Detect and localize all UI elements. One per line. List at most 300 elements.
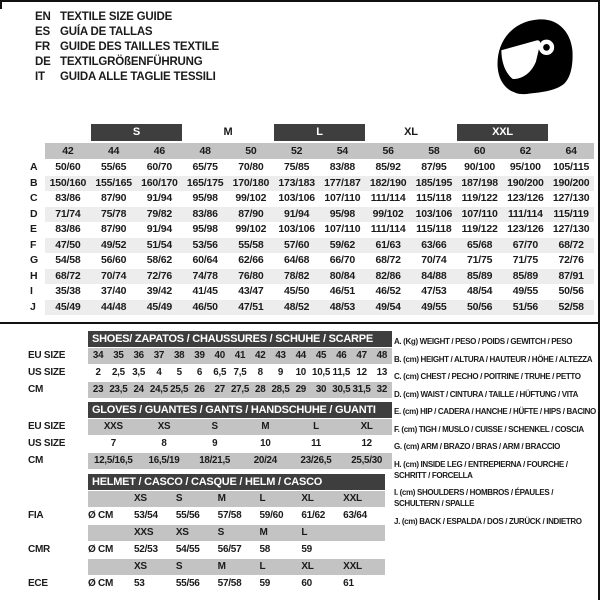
measurement-cell: 63/66 [411,238,457,254]
measurement-cell: 56/60 [100,254,127,266]
table-row [28,419,392,435]
value-cell: 7 [110,438,116,449]
textile-size-table [28,124,594,315]
legend-item: F. (cm) TIGH / MUSLO / CUISSE / SCHENKEL / COSCIA [394,424,584,434]
value-cell: 37 [149,348,169,364]
measurement-cell: 70/74 [421,254,447,266]
value-cell: 41 [230,348,250,364]
size-column-header: 52 [274,143,320,159]
measurement-cell: 123/126 [507,192,544,204]
measurement-cell: 127/130 [552,192,590,204]
size-band-xl: XL [404,126,418,138]
measurement-cell: 47/51 [228,300,274,316]
size-column-header: 54 [320,143,366,159]
measurement-cell: 75/78 [91,207,137,223]
row-label: C [28,191,45,207]
value-cell: 11 [311,438,321,449]
measurement-row [28,160,594,176]
value-cell: 52/53 [134,544,158,555]
helmet-value-row [28,508,385,524]
measurement-cell: 83/86 [182,207,228,223]
value-cell: 56/57 [217,544,242,555]
value-cell: 16,5/19 [139,453,190,469]
measurement-cell: 65/68 [457,238,503,254]
measurement-cell: 85/89 [503,269,549,285]
value-cell [343,542,385,558]
value-cell: 57/58 [217,510,242,521]
measurement-cell: 127/130 [552,223,590,235]
size-label-cell [343,525,385,541]
measurement-cell: 177/187 [320,176,366,192]
measurement-cell: 111/114 [370,223,406,235]
value-cell: 7,5 [233,367,247,378]
value-cell: 47 [351,348,371,364]
measurement-cell: 90/100 [464,161,496,173]
measurement-cell: 72/76 [558,254,584,266]
row-label: US SIZE [28,438,66,449]
measurement-cell: 95/98 [192,223,218,235]
measurement-row [28,269,594,285]
value-cell: 30,5 [331,382,351,398]
language-row [35,70,219,85]
measurement-cell: 44/48 [91,300,137,316]
value-cell: 61 [343,578,354,589]
measurement-cell: 79/82 [137,207,183,223]
measurement-cell: 48/52 [274,300,320,316]
measurement-cell: 119/122 [461,223,498,235]
legend-item: J. (cm) BACK / ESPALDA / DOS / ZURÜCK / INDIETRO [394,516,582,526]
value-cell: 10,5 [312,367,331,378]
measurement-cell: 50/60 [55,161,81,173]
value-cell: 26 [189,382,209,398]
measurement-cell: 82/86 [365,269,411,285]
value-cell: 63/64 [343,510,367,521]
measurement-cell: 61/63 [365,238,411,254]
measurement-cell: 49/54 [365,300,411,316]
helmet-value-row [28,542,385,558]
value-cell: 3,5 [132,367,146,378]
value-cell: 29 [291,382,311,398]
measurement-cell: 91/94 [146,223,173,235]
measurement-cell: 87/91 [548,269,594,285]
value-cell: 25,5/30 [341,453,392,469]
measurement-cell: 41/45 [192,285,218,297]
measurement-cell: 170/180 [228,176,274,192]
size-label-cell: L [301,525,343,541]
measurement-cell: 60/70 [146,161,173,173]
measurement-cell: 165/175 [182,176,228,192]
row-label: I [28,284,45,300]
table-row [28,348,392,364]
measurement-cell: 67/70 [503,238,549,254]
value-cell: 9 [277,367,284,378]
measurement-cell: 70/80 [238,161,264,173]
value-cell: 20/24 [240,453,291,469]
measurement-cell: 107/110 [324,192,361,204]
row-label: F [28,238,45,254]
value-cell: 9 [212,438,218,449]
measurement-cell: 58/62 [146,254,173,266]
measurement-cell: 55/65 [100,161,127,173]
measurement-row [28,284,594,300]
measurement-cell: 107/110 [324,223,361,235]
row-label [28,474,88,490]
value-cell: 23,5 [108,382,128,398]
measurement-cell: 107/110 [457,207,503,223]
size-band-l: L [274,124,366,141]
value-cell: 36 [129,348,149,364]
value-cell: 27 [210,382,230,398]
value-cell: 10 [295,367,306,378]
size-label-cell: XS [134,491,176,507]
measurement-cell: 83/86 [55,223,81,235]
measurement-cell: 35/38 [55,285,81,297]
value-cell: 23/26,5 [291,453,342,469]
value-cell: XXS [88,419,139,435]
measurement-cell: 54/58 [55,254,81,266]
legend-item: G. (cm) ARM / BRAZO / BRAS / ARM / BRACCIO [394,442,561,451]
value-cell: 2,5 [111,367,125,378]
measurement-cell: 99/102 [365,207,411,223]
value-cell: 55/56 [175,578,200,589]
value-cell: 13 [376,367,388,378]
measurement-cell: 39/42 [146,285,173,297]
value-cell: 12,5/16,5 [88,453,139,469]
value-cell: 5 [176,367,182,378]
value-cell: 8 [161,438,167,449]
measurement-cell: 57/60 [274,238,320,254]
value-cell: 23 [88,382,108,398]
measurement-cell: 68/72 [45,269,91,285]
shoes-table-title: SHOES/ ZAPATOS / CHAUSSURES / SCHUHE / SCARPE [88,331,392,347]
measurement-cell: 103/106 [278,223,315,235]
legend-item: D. (cm) WAIST / CINTURA / TAILLE / HÜFTUNG / VITA [394,389,579,399]
measurement-cell: 95/98 [192,192,218,204]
unit-label: Ø CM [88,510,114,521]
size-header-row [28,143,594,159]
value-cell: 24 [129,382,149,398]
measurement-cell: 99/102 [235,223,267,235]
measurement-cell: 103/106 [278,192,315,204]
row-label: H [28,269,45,285]
helmet-table-title: HELMET / CASCO / CASQUE / HELM / CASCO [88,474,385,490]
measurement-cell: 37/40 [100,285,127,297]
measurement-cell: 111/114 [503,207,549,223]
value-cell: 60 [301,578,312,589]
guide-title: TEXTILGRÖßENFÜHRUNG [60,56,203,68]
legend-item: A. (Kg) WEIGHT / PESO / POIDS / GEWITCH / PESO [394,337,573,346]
table-row [28,453,392,469]
size-label-cell: XL [301,491,343,507]
helmet-value-row [28,576,385,592]
table-row [28,365,392,381]
measurement-cell: 65/75 [192,161,218,173]
guide-title: GUIDE DES TAILLES TEXTILE [60,41,219,53]
measurement-cell: 71/75 [466,254,493,266]
measurement-cell: 99/102 [235,192,267,204]
measurement-cell: 46/51 [329,285,356,297]
measurement-cell: 48/54 [466,285,493,297]
value-cell: 40 [210,348,230,364]
row-label [28,559,88,575]
unit-label: Ø CM [88,544,114,555]
value-cell: 10 [260,438,271,449]
measurement-cell: 115/118 [416,192,452,204]
measurement-cell: 83/88 [329,161,356,173]
measurement-cell: 64/68 [283,254,310,266]
value-cell: 44 [291,348,311,364]
row-label: CM [28,455,44,466]
value-cell: 2 [95,367,101,378]
helmet-size-row [28,525,385,541]
measurement-cell: 95/100 [509,161,541,173]
measurement-cell: 91/94 [274,207,320,223]
row-label: G [28,253,45,269]
language-row [35,40,219,55]
table-header-row [28,331,392,347]
value-cell: S [189,419,240,435]
size-column-header: 48 [182,143,228,159]
size-label-cell: S [218,525,260,541]
value-cell: 48 [372,348,392,364]
value-cell: 61/62 [301,510,326,521]
size-label-cell: L [259,559,301,575]
measurement-cell: 111/114 [370,192,406,204]
row-label: A [28,160,45,176]
measurement-cell: 119/122 [461,192,498,204]
measurement-row [28,253,594,269]
language-row [35,25,219,40]
size-column-header: 58 [411,143,457,159]
language-code: ES [35,26,50,38]
measurement-cell: 83/86 [55,192,81,204]
measurement-cell: 47/50 [45,238,91,254]
language-code: EN [35,11,51,23]
measurement-row [28,238,594,254]
value-cell: XL [341,419,392,435]
unit-spacer [88,525,134,541]
value-cell: 24,5 [149,382,169,398]
measurement-cell: 66/70 [329,254,356,266]
band-spacer [45,124,91,141]
measurement-cell: 47/53 [421,285,447,297]
measurement-cell: 49/55 [512,285,539,297]
value-cell: 42 [250,348,270,364]
value-cell: 27,5 [230,382,250,398]
size-band-m: M [223,126,233,138]
row-label [28,491,88,507]
row-label [28,331,88,347]
measurement-cell: 45/50 [283,285,310,297]
measurement-row [28,207,594,223]
measurement-cell: 187/198 [457,176,503,192]
size-label-cell: XL [301,559,343,575]
table-row [28,382,392,398]
size-column-header: 42 [45,143,91,159]
helmet-icon [486,6,582,106]
value-cell: 58 [259,544,271,555]
measurement-cell: 49/52 [91,238,137,254]
value-cell: 55/56 [175,510,200,521]
value-cell: L [291,419,342,435]
helmet-size-row [28,491,385,507]
measurement-cell: 43/47 [238,285,264,297]
guide-title: GUIDA ALLE TAGLIE TESSILI [60,71,216,83]
size-column-header: 44 [91,143,137,159]
measurement-cell: 49/55 [411,300,457,316]
value-cell: 12 [361,438,372,449]
measurement-cell: 60/64 [192,254,218,266]
measurement-cell: 185/195 [411,176,457,192]
measurement-cell: 68/72 [548,238,594,254]
size-column-header: 46 [137,143,183,159]
measurement-cell: 71/75 [512,254,539,266]
row-label: EU SIZE [28,421,66,432]
measurement-cell: 87/95 [421,161,447,173]
size-column-header: 62 [503,143,549,159]
measurement-cell: 91/94 [146,192,173,204]
value-cell: 6 [196,367,203,378]
row-label [28,402,88,418]
language-code: IT [35,71,45,83]
row-label [28,143,45,159]
size-label-cell: M [259,525,301,541]
value-cell: 4 [156,367,162,378]
measurement-cell: 46/50 [182,300,228,316]
language-row [35,55,219,70]
gloves-size-table [28,402,392,470]
value-cell: 25,5 [169,382,189,398]
table-header-row [28,402,392,418]
measurement-cell: 52/58 [548,300,594,316]
measurement-cell: 70/74 [91,269,137,285]
measurement-cell: 182/190 [365,176,411,192]
value-cell: XS [139,419,190,435]
language-row [35,10,219,25]
measurement-cell: 190/200 [503,176,549,192]
row-label: CM [28,384,44,395]
size-column-header: 56 [365,143,411,159]
measurement-cell: 85/89 [457,269,503,285]
measurement-cell: 105/115 [553,161,590,173]
band-spacer [28,124,45,141]
value-cell: 39 [189,348,209,364]
measurement-cell: 68/72 [375,254,401,266]
measurement-cell: 72/76 [137,269,183,285]
measurement-cell: 87/90 [100,192,127,204]
measurement-cell: 51/54 [137,238,183,254]
legend-item: C. (cm) CHEST / PECHO / POITRINE / TRUHE / PETTO [394,372,581,381]
measurement-cell: 84/88 [411,269,457,285]
measurement-cell: 155/165 [91,176,137,192]
value-cell: 30 [311,382,331,398]
value-cell: 54/55 [175,544,200,555]
value-cell: 59/60 [259,510,284,521]
measurement-cell: 74/78 [182,269,228,285]
table-row [28,436,392,452]
legend-item: B. (cm) HEIGHT / ALTURA / HAUTEUR / HÖHE / ALTEZZA [394,354,593,364]
size-band-s: S [91,124,183,141]
row-label: EU SIZE [28,350,66,361]
gloves-table-title: GLOVES / GUANTES / GANTS / HANDSCHUHE / GUANTI [88,402,392,418]
measurement-cell: 160/170 [137,176,183,192]
section-divider [0,322,600,324]
size-label-cell: XS [176,525,218,541]
row-label: B [28,176,45,192]
size-label-cell: XXL [343,491,385,507]
measurement-cell: 45/49 [45,300,91,316]
standard-label: FIA [28,510,44,521]
helmet-size-table [28,474,385,593]
row-label: D [28,207,45,223]
value-cell: 28 [250,382,270,398]
size-column-header: 50 [228,143,274,159]
size-label-cell: XS [134,559,176,575]
size-column-header: 60 [457,143,503,159]
value-cell: 43 [270,348,290,364]
measurement-cell: 150/160 [45,176,91,192]
measurement-cell: 87/90 [100,223,127,235]
value-cell: 53 [134,578,145,589]
measurement-cell: 55/58 [228,238,274,254]
value-cell: 6,5 [213,367,227,378]
helmet-size-row [28,559,385,575]
value-cell: 46 [331,348,351,364]
measurement-cell: 80/84 [320,269,366,285]
measurement-cell: 46/52 [375,285,401,297]
legend-item: E. (cm) HIP / CADERA / HANCHE / HÜFTE / HIPS / BACINO [394,407,596,416]
measurement-cell: 45/49 [137,300,183,316]
value-cell: 34 [88,348,108,364]
measurement-cell: 51/56 [503,300,549,316]
size-label-cell: L [259,491,301,507]
measurement-legend [394,336,598,533]
measurement-cell: 85/92 [375,161,401,173]
unit-label: Ø CM [88,578,114,589]
measurement-cell: 78/82 [274,269,320,285]
value-cell: 28,5 [270,382,290,398]
measurement-cell: 62/66 [238,254,264,266]
size-column-header: 64 [548,143,594,159]
value-cell: 59 [259,578,271,589]
size-band-xxl: XXL [457,124,549,141]
value-cell: 31,5 [351,382,371,398]
measurement-cell: 50/56 [457,300,503,316]
measurement-cell: 190/200 [548,176,594,192]
measurement-cell: 95/98 [320,207,366,223]
size-label-cell: M [218,491,260,507]
size-label-cell: S [176,491,218,507]
measurement-cell: 75/85 [283,161,310,173]
measurement-cell: 123/126 [507,223,544,235]
value-cell: 18/21,5 [189,453,240,469]
row-label [28,525,88,541]
measurement-cell: 87/90 [228,207,274,223]
value-cell: 53/54 [134,510,158,521]
measurement-cell: 71/74 [45,207,91,223]
value-cell: 32 [372,382,392,398]
measurement-cell: 115/119 [548,207,594,223]
value-cell: 12 [356,367,367,378]
row-label: J [28,300,45,316]
value-cell: M [240,419,291,435]
shoes-size-table [28,331,392,399]
legend-item: H. (cm) INSIDE LEG / ENTREPIERNA / FOURCHE / SCHRITT / FORCELLA [394,459,568,480]
row-label: E [28,222,45,238]
legend-item: I. (cm) SHOULDERS / HOMBROS / ÉPAULES / SCHULTERN / SPALLE [394,488,554,508]
table-header-row [28,474,385,490]
language-title-block [35,10,219,85]
